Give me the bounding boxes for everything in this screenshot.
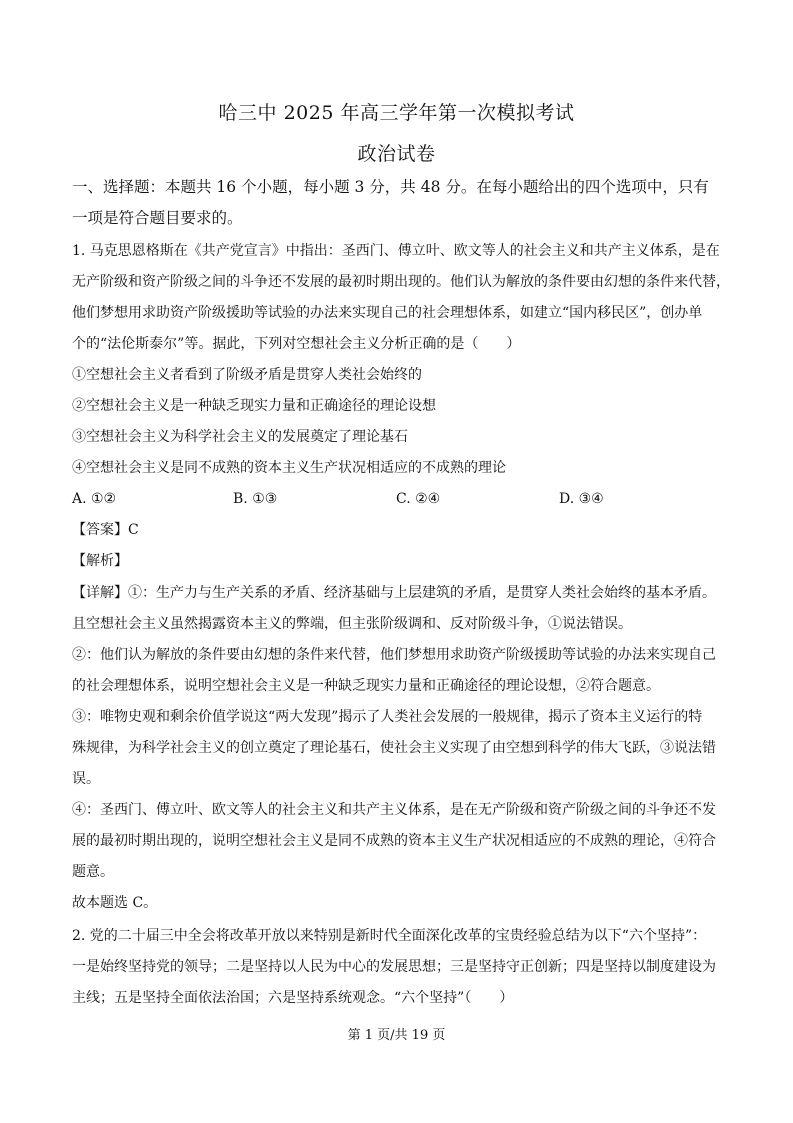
q1-explanation-line-2: 且空想社会主义虽然揭露资本主义的弊端，但主张阶级调和、反对阶级斗争，①说法错误。 [72, 616, 632, 632]
q2-stem-line-2: 一是始终坚持党的领导；二是坚持以人民为中心的发展思想；三是坚持守正创新；四是坚持以制度建设为 [72, 959, 716, 975]
q1-stem-line-2: 无产阶级和资产阶级之间的斗争还不发展的最初时期出现的。他们认为解放的条件要由幻想的条件来代替， [72, 274, 730, 290]
q1-answer: 【答案】C [72, 522, 139, 538]
q1-stem-line-3: 他们梦想用求助资产阶级援助等试验的办法来实现自己的社会理想体系，如建立“国内移民区”，创办单 [72, 305, 703, 321]
q1-statement-3: ③空想社会主义为科学社会主义的发展奠定了理论基石 [72, 429, 408, 445]
q1-option-d: D. ③④ [559, 491, 604, 507]
q2-stem-line-3: 主线；五是坚持全面依法治国；六是坚持系统观念。“六个坚持”（ ） [72, 990, 514, 1006]
section-instruction-line-1: 一、选择题：本题共 16 个小题，每小题 3 分，共 48 分。在每小题给出的四个选项中，只有 [72, 178, 709, 196]
section-instruction-line-2: 一项是符合题目要求的。 [72, 209, 243, 227]
q1-explanation-line-4: 的社会理想体系，说明空想社会主义是一种缺乏现实力量和正确途径的理论设想，②符合题意。 [72, 678, 660, 694]
q1-stem-line-4: 个的“法伦斯泰尔”等。据此，下列对空想社会主义分析正确的是（ ） [72, 336, 521, 352]
q1-option-a: A. ①② [72, 491, 117, 507]
q1-statement-2: ②空想社会主义是一种缺乏现实力量和正确途径的理论设想 [72, 398, 436, 414]
q1-explanation-line-5: ③：唯物史观和剩余价值学说这“两大发现”揭示了人类社会发展的一般规律，揭示了资本主义运行的特 [72, 709, 703, 725]
q1-explanation-line-1: 【详解】①：生产力与生产关系的矛盾、经济基础与上层建筑的矛盾，是贯穿人类社会始终的基本矛盾。 [72, 585, 716, 601]
q1-statement-4: ④空想社会主义是同不成熟的资本主义生产状况相适应的不成熟的理论 [72, 460, 506, 476]
q1-option-b: B. ①③ [233, 491, 278, 507]
q1-option-c: C. ②④ [396, 491, 441, 507]
q1-explanation-line-8: ④：圣西门、傅立叶、欧文等人的社会主义和共产主义体系，是在无产阶级和资产阶级之间的斗争还不发 [72, 802, 716, 818]
q1-statement-1: ①空想社会主义者看到了阶级矛盾是贯穿人类社会始终的 [72, 367, 422, 383]
q1-explanation-line-7: 误。 [72, 771, 100, 787]
q1-explanation-line-3: ②：他们认为解放的条件要由幻想的条件来代替，他们梦想用求助资产阶级援助等试验的办法来实现自己 [72, 647, 716, 663]
page-number: 第 1 页/共 19 页 [347, 1028, 446, 1043]
q1-analysis-label: 【解析】 [72, 553, 128, 569]
q1-stem-line-1: 1. 马克思恩格斯在《共产党宣言》中指出：圣西门、傅立叶、欧文等人的社会主义和共产主义体系，是在 [72, 243, 720, 259]
q1-explanation-line-6: 殊规律，为科学社会主义的创立奠定了理论基石，使社会主义实现了由空想到科学的伟大飞跃，③说法错 [72, 740, 716, 756]
exam-title: 哈三中 2025 年高三学年第一次模拟考试 [218, 102, 575, 124]
q1-explanation-line-10: 题意。 [72, 864, 114, 880]
q2-stem-line-1: 2. 党的二十届三中全会将改革开放以来特别是新时代全面深化改革的宝贵经验总结为以下“六个坚持”： [72, 928, 707, 944]
q1-explanation-line-11: 故本题选 C。 [72, 895, 158, 911]
exam-subject: 政治试卷 [357, 143, 436, 165]
q1-explanation-line-9: 展的最初时期出现的，说明空想社会主义是同不成熟的资本主义生产状况相适应的不成熟的理论，④符合 [72, 833, 716, 849]
